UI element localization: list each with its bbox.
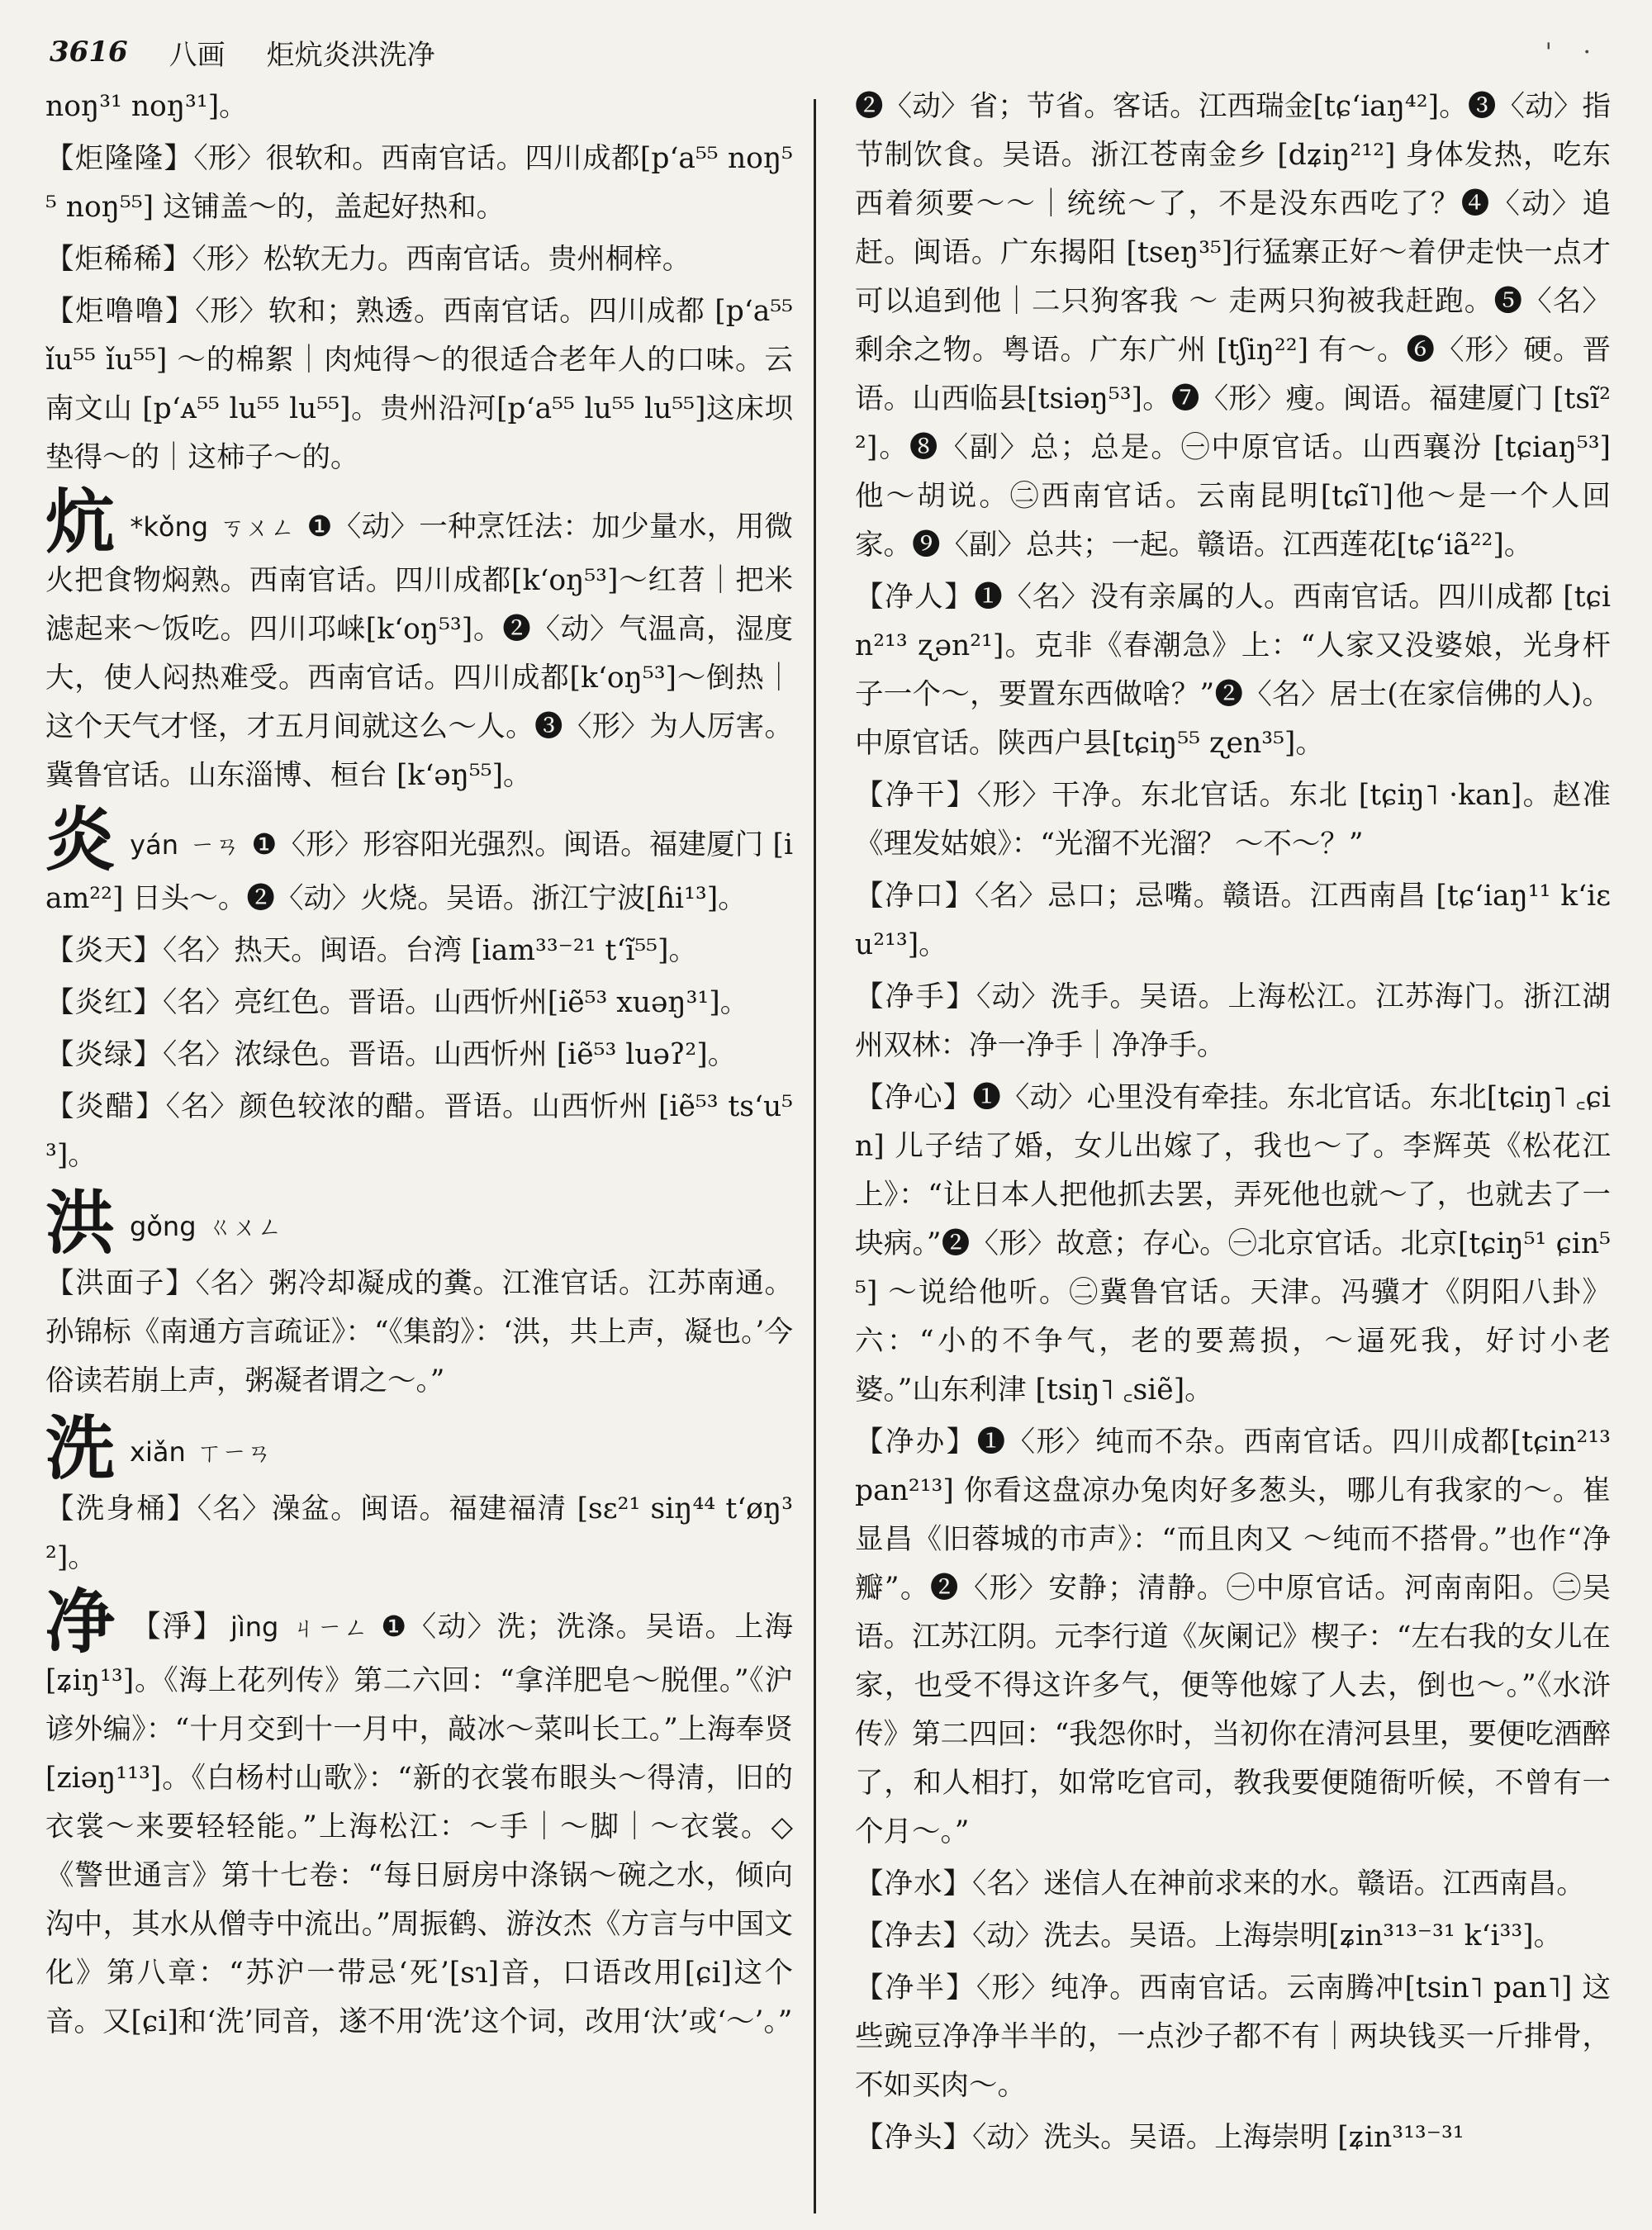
definition: ❶〈动〉洗；洗涤。吴语。上海[ʑiŋ¹³]。《海上花列传》第二六回：“拿洋肥皂～脱俚。”《沪谚外编》：“十月交到十一月中，敲冰～菜叫长工。”上海奉贤 [ziəŋ¹¹³]。《白杨村山歌》：“新的衣裳布眼头～得清，旧的衣裳～来要轻轻能。”上海松江：～手｜～脚｜～衣裳。◇《警世通言》第十七卷：“每日厨房中涤锅～碗之水，倾向沟中，其水从僧寺中流出。”周振鹤、游汝杰《方言与中国文化》第八章：“苏沪一带忌‘死’[sɿ]音，口语改用[ɕi]这个音。又[ɕi]和‘洗’同音，遂不用‘洗’这个词，改用‘汏’或‘～’。”	[45, 1611, 793, 2038]
definition: 〈动〉洗去。吴语。上海崇明[ʑin³¹³⁻³¹ k‘i³³]。	[972, 1919, 1563, 1952]
zhuyin: ㄐㄧㄥ	[290, 1614, 370, 1643]
headword: 【炎红】	[45, 986, 163, 1019]
column-divider	[814, 99, 816, 2213]
head-character: 净	[45, 1581, 116, 1663]
pinyin: yán	[130, 829, 178, 861]
pinyin: xiǎn	[130, 1436, 186, 1468]
definition: 〈形〉纯净。西南官话。云南腾冲[tsin˥ pan˥] 这些豌豆净净半半的，一点沙子都不有｜两块钱买一斤排骨，不如买肉～。	[855, 1971, 1611, 2102]
word-entry	[855, 872, 1611, 970]
zhuyin: ㄧㄢ	[189, 832, 240, 861]
zhuyin: ㄎㄨㄥ	[220, 514, 296, 543]
definition: ❶〈动〉心里没有牵挂。东北官话。东北[tɕiŋ˥ ꜀ɕin] 儿子结了婚，女儿出嫁了，我也～了。李辉英《松花江上》：“让日本人把他抓去罢，弄死他也就～了，也就去了一块病。”❷〈形〉故意；存心。㊀北京官话。北京[tɕiŋ⁵¹ ɕin⁵⁵] ～说给他听。㊁冀鲁官话。天津。冯骥才《阴阳八卦》六：“小的不争气，老的要蔫损，～逼死我，好讨小老婆。”山东利津 [tsiŋ˥ ꜀siẽ]。	[855, 1081, 1611, 1407]
word-entry	[855, 1860, 1611, 1909]
character-entry	[45, 1581, 793, 2047]
headword: 【净水】	[855, 1867, 972, 1900]
word-entry	[45, 1485, 793, 1582]
word-entry	[855, 1074, 1611, 1415]
definition: noŋ³¹ noŋ³¹]。	[45, 90, 248, 123]
word-entry	[855, 771, 1611, 869]
headword: 【炎绿】	[45, 1038, 163, 1071]
headword: 【净人】	[855, 581, 975, 614]
headword: 【炬隆隆】	[45, 142, 194, 175]
headword: 【净心】	[855, 1081, 973, 1114]
definition: 〈动〉洗手。吴语。上海松江。江苏海门。浙江湖州双林：净一净手｜净净手。	[855, 980, 1611, 1062]
headword: 【净干】	[855, 779, 977, 812]
word-entry	[855, 2114, 1611, 2162]
headword: 【净去】	[855, 1919, 972, 1952]
word-entry	[45, 927, 793, 975]
headword: 【炬稀稀】	[45, 243, 192, 276]
definition: ❷〈动〉省；节省。客话。江西瑞金[tɕ‘iaŋ⁴²]。❸〈动〉指节制饮食。吴语。浙江苍南金乡 [dʑiŋ²¹²] 身体发热，吃东西着须要～～｜统统～了，不是没东西吃了？❹〈动〉追赶。闽语。广东揭阳 [tseŋ³⁵]行猛寨正好～着伊走快一点才可以追到他｜二只狗客我 ～ 走两只狗被我赶跑。❺〈名〉剩余之物。粤语。广东广州 [tʃiŋ²²] 有～。❻〈形〉硬。晋语。山西临县[tsiəŋ⁵³]。❼〈形〉瘦。闽语。福建厦门 [tsĩ²²]。❽〈副〉总；总是。㊀中原官话。山西襄汾 [tɕiaŋ⁵³] 他～胡说。㊁西南官话。云南昆明[tɕĩ˥]他～是一个人回家。❾〈副〉总共；一起。赣语。江西莲花[tɕ‘iã²²]。	[855, 90, 1611, 562]
headword: 【净办】	[855, 1426, 977, 1459]
page-number: 3616	[50, 36, 128, 69]
traditional-form: 【淨】	[131, 1610, 224, 1644]
continued-text	[45, 83, 793, 131]
word-entry	[45, 1260, 793, 1406]
headword: 【净手】	[855, 980, 976, 1013]
word-entry	[855, 1912, 1611, 1961]
head-character: 洗	[45, 1407, 116, 1489]
headword: 【洪面子】	[45, 1267, 196, 1300]
head-character: 洪	[45, 1182, 116, 1264]
definition: 〈名〉亮红色。晋语。山西忻州[iẽ⁵³ xuəŋ³¹]。	[163, 986, 749, 1019]
pinyin: *kǒng	[130, 511, 209, 543]
header-chars: 炬炕炎洪洗净	[266, 38, 435, 72]
definition: 〈动〉洗头。吴语。上海崇明 [ʑin³¹³⁻³¹	[972, 2121, 1464, 2154]
word-entry	[45, 135, 793, 232]
headword: 【净头】	[855, 2121, 972, 2154]
definition: 〈名〉忌口；忌嘴。赣语。江西南昌 [tɕ‘iaŋ¹¹ k‘iɛu²¹³]。	[855, 880, 1611, 961]
zhuyin: ㄍㄨㄥ	[207, 1213, 282, 1242]
right-column	[855, 83, 1611, 2205]
definition: 〈名〉澡盆。闽语。福建福清 [sɛ²¹ siŋ⁴⁴ t‘øŋ³²]。	[45, 1492, 793, 1574]
word-entry	[855, 973, 1611, 1070]
word-entry	[45, 287, 793, 482]
word-entry	[45, 1031, 793, 1079]
definition: 〈形〉软和；熟透。西南官话。四川成都 [p‘a⁵⁵ ǐu⁵⁵ ǐu⁵⁵] ～的棉絮｜肉炖得～的很适合老年人的口味。云南文山 [p‘ᴀ⁵⁵ lu⁵⁵ lu⁵⁵]。贵州沿河[p‘a⁵⁵ lu⁵⁵ lu⁵⁵]这床坝垫得～的｜这柿子～的。	[45, 295, 793, 474]
left-column	[45, 83, 793, 2205]
definition: ❶〈名〉没有亲属的人。西南官话。四川成都 [tɕin²¹³ ʐən²¹]。克非《春潮急》上：“人家又没婆娘，光身杆子一个～，要置东西做啥？”❷〈名〉居士(在家信佛的人)。中原官话。陕西户县[tɕiŋ⁵⁵ ʐen³⁵]。	[855, 581, 1611, 760]
head-character: 炎	[45, 799, 116, 880]
definition: 〈名〉颜色较浓的醋。晋语。山西忻州 [iẽ⁵³ ts‘u⁵³]。	[45, 1090, 793, 1172]
character-entry	[45, 481, 793, 800]
character-entry	[45, 799, 793, 923]
word-entry	[45, 235, 793, 284]
character-entry	[45, 1182, 793, 1264]
word-entry	[855, 1418, 1611, 1857]
headword: 【洗身桶】	[45, 1492, 197, 1525]
word-entry	[855, 573, 1611, 768]
pinyin: gǒng	[130, 1211, 197, 1242]
zhuyin: ㄒㄧㄢ	[197, 1439, 272, 1468]
word-entry	[45, 979, 793, 1027]
definition: 〈形〉松软无力。西南官话。贵州桐梓。	[192, 243, 691, 276]
headword: 【炬噜噜】	[45, 295, 196, 328]
character-entry	[45, 1407, 793, 1489]
headword: 【炎醋】	[45, 1090, 166, 1123]
definition: 〈名〉迷信人在神前求来的水。赣语。江西南昌。	[972, 1867, 1585, 1900]
word-entry	[45, 1083, 793, 1180]
definition: 〈名〉粥冷却凝成的糞。江淮官话。江苏南通。孙锦标《南通方言疏证》：“《集韵》：‘洪，共上声，凝也。’今俗读若崩上声，粥凝者谓之～。”	[45, 1267, 793, 1397]
corner-marks: ' ·	[1545, 37, 1602, 67]
page-header	[50, 23, 1602, 81]
headword: 【净半】	[855, 1971, 976, 2005]
pinyin: jìng	[230, 1611, 279, 1643]
headword: 【净口】	[855, 880, 975, 913]
word-entry	[855, 1964, 1611, 2110]
definition: ❶〈形〉纯而不杂。西南官话。四川成都[tɕin²¹³ pan²¹³] 你看这盘凉办兔肉好多葱头，哪儿有我家的～。崔显昌《旧蓉城的市声》：“而且肉又 ～纯而不搭骨。”也作“净瓣”。❷〈形〉安静；清静。㊀中原官话。河南南阳。㊁吴语。江苏江阴。元李行道《灰阑记》楔子：“左右我的女儿在家，也受不得这许多气，便等他嫁了人去，倒也～。”《水浒传》第二四回：“我怨你时，当初你在清河县里，要便吃酒醉了，和人相打，如常吃官司，教我要便随衙听候，不曾有一个月～。”	[855, 1426, 1611, 1848]
definition: ❶〈形〉形容阳光强烈。闽语。福建厦门 [iam²²] 日头～。❷〈动〉火烧。吴语。浙江宁波[ɦi¹³]。	[45, 828, 793, 915]
stroke-section: 八画	[169, 38, 225, 72]
definition: 〈名〉热天。闽语。台湾 [iam³³⁻²¹ t‘ĩ⁵⁵]。	[163, 934, 697, 967]
headword: 【炎天】	[45, 934, 163, 967]
definition: 〈形〉干净。东北官话。东北 [tɕiŋ˥ ·kan]。赵准《理发姑娘》：“光溜不光溜？ ～不～？”	[855, 779, 1611, 861]
definition: ❶〈动〉一种烹饪法：加少量水，用微火把食物焖熟。西南官话。四川成都[k‘oŋ⁵³]～红苕｜把米滤起来～饭吃。四川邛崃[k‘oŋ⁵³]。❷〈动〉气温高，湿度大，使人闷热难受。西南官话。四川成都[k‘oŋ⁵³]～倒热｜这个天气才怪，才五月间就这么～人。❸〈形〉为人厉害。冀鲁官话。山东淄博、桓台 [k‘əŋ⁵⁵]。	[45, 510, 793, 792]
continued-text	[855, 83, 1611, 570]
definition: 〈形〉很软和。西南官话。四川成都[p‘a⁵⁵ noŋ⁵⁵ noŋ⁵⁵] 这铺盖～的，盖起好热和。	[45, 142, 793, 224]
head-character: 炕	[45, 481, 116, 562]
definition: 〈名〉浓绿色。晋语。山西忻州 [iẽ⁵³ luəʔ²]。	[163, 1038, 737, 1071]
